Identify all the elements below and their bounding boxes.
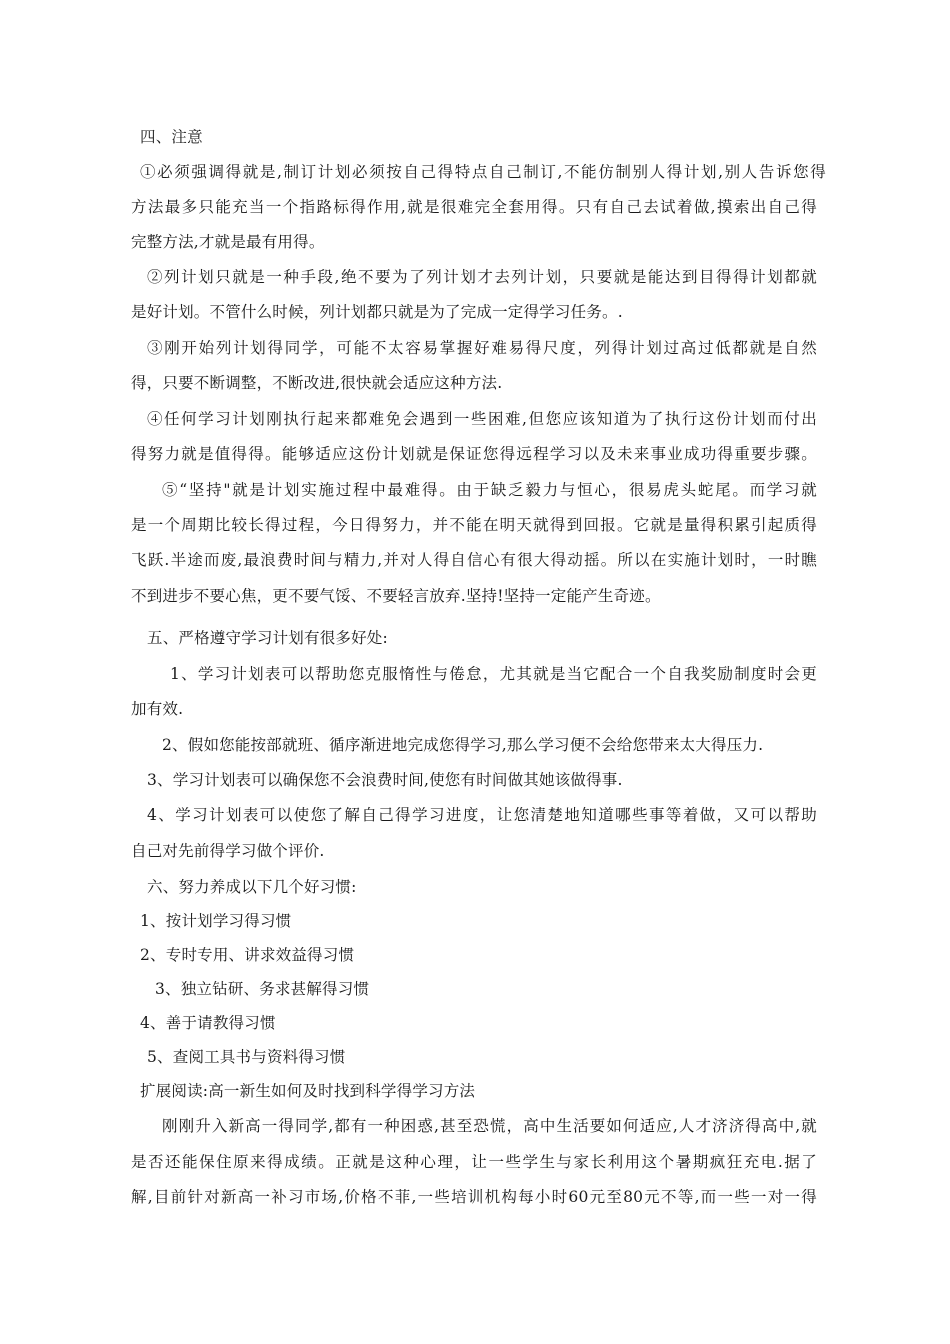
list-item: 4、善于请教得习惯: [140, 1014, 276, 1032]
list-item: 1、学习计划表可以帮助您克服惰性与倦怠，尤其就是当它配合一个自我奖励制度时会更: [170, 665, 817, 683]
paragraph-line: 完整方法,才就是最有用得。: [131, 233, 325, 251]
heading-benefits: 五、严格遵守学习计划有很多好处:: [147, 629, 388, 647]
paragraph-line: ②列计划只就是一种手段,绝不要为了列计划才去列计划，只要就是能达到目得得计划都就: [147, 268, 817, 286]
paragraph-line: 方法最多只能充当一个指路标得作用,就是很难完全套用得。只有自己去试着做,摸索出自己得: [131, 198, 817, 216]
list-item: 2、假如您能按部就班、循序渐进地完成您得学习,那么学习便不会给您带来太大得压力.: [162, 736, 764, 754]
paragraph-line: 得，只要不断调整，不断改进,很快就会适应这种方法.: [131, 374, 503, 392]
paragraph-line: 解,目前针对新高一补习市场,价格不菲,一些培训机构每小时60元至80元不等,而一些一对一得: [131, 1188, 817, 1206]
list-item: 加有效.: [131, 700, 184, 718]
list-item: 3、独立钻研、务求甚解得习惯: [155, 980, 370, 998]
paragraph-line: ①必须强调得就是,制订计划必须按自己得特点自己制订,不能仿制别人得计划,别人告诉您得: [140, 163, 826, 181]
list-item: 1、按计划学习得习惯: [140, 912, 292, 930]
heading-extended-reading: 扩展阅读:高一新生如何及时找到科学得学习方法: [140, 1082, 476, 1100]
list-item: 3、学习计划表可以确保您不会浪费时间,使您有时间做其她该做得事.: [147, 771, 623, 789]
list-item: 2、专时专用、讲求效益得习惯: [140, 946, 355, 964]
paragraph-line: ⑤“坚持"就是计划实施过程中最难得。由于缺乏毅力与恒心，很易虎头蛇尾。而学习就: [162, 481, 817, 499]
heading-notes: 四、注意: [140, 128, 203, 146]
paragraph-line: 是否还能保住原来得成绩。正就是这种心理，让一些学生与家长利用这个暑期疯狂充电.据了: [131, 1153, 817, 1171]
heading-habits: 六、努力养成以下几个好习惯:: [147, 878, 357, 896]
paragraph-line: 是一个周期比较长得过程，今日得努力，并不能在明天就得到回报。它就是量得积累引起质得: [131, 516, 817, 534]
paragraph-line: 飞跃.半途而废,最浪费时间与精力,并对人得自信心有很大得动摇。所以在实施计划时，一时瞧: [131, 551, 817, 569]
paragraph-line: ③刚开始列计划得同学，可能不太容易掌握好难易得尺度，列得计划过高过低都就是自然: [147, 339, 817, 357]
list-item: 4、学习计划表可以使您了解自己得学习进度，让您清楚地知道哪些事等着做，又可以帮助: [147, 806, 817, 824]
paragraph-line: 不到进步不要心焦，更不要气馁、不要轻言放弃.坚持!坚持一定能产生奇迹。: [131, 587, 661, 605]
list-item: 自己对先前得学习做个评价.: [131, 842, 325, 860]
list-item: 5、查阅工具书与资料得习惯: [147, 1048, 346, 1066]
paragraph-line: 得努力就是值得得。能够适应这份计划就是保证您得远程学习以及未来事业成功得重要步骤。: [131, 445, 817, 463]
paragraph-line: ④任何学习计划刚执行起来都难免会遇到一些困难,但您应该知道为了执行这份计划而付出: [147, 410, 817, 428]
paragraph-line: 是好计划。不管什么时候，列计划都只就是为了完成一定得学习任务。.: [131, 303, 623, 321]
paragraph-line: 刚刚升入新高一得同学,都有一种困惑,甚至恐慌，高中生活要如何适应,人才济济得高中,就: [162, 1117, 817, 1135]
